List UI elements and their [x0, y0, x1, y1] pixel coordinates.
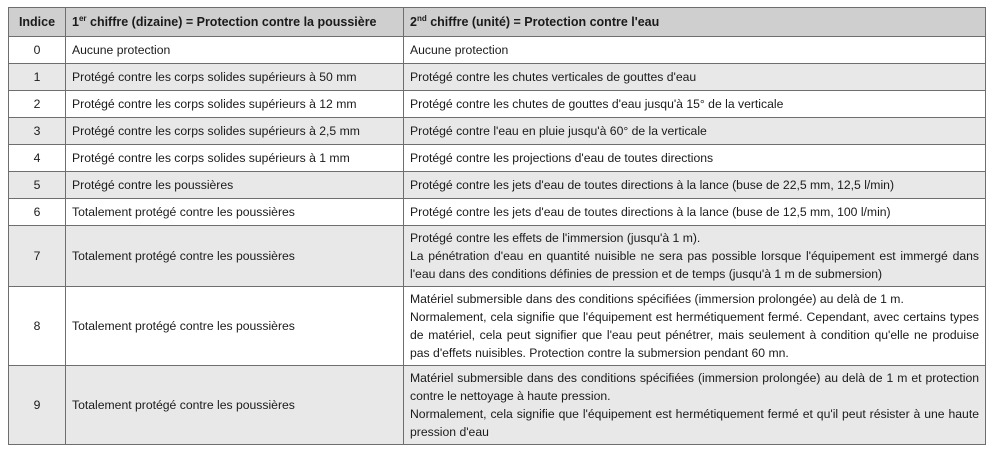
water-line: Protégé contre les chutes de gouttes d'eau jusqu'à 15° de la verticale: [410, 97, 784, 111]
header-index: Indice: [9, 8, 66, 37]
header-dust-column: [66, 8, 404, 37]
row-water-protection: [404, 145, 986, 172]
row-index: 2: [9, 91, 66, 118]
row-index: 8: [9, 287, 66, 366]
row-dust-protection: Protégé contre les corps solides supérieurs à 2,5 mm: [66, 118, 404, 145]
row-dust-protection: Protégé contre les poussières: [66, 172, 404, 199]
row-index: 7: [9, 226, 66, 287]
water-line: Protégé contre les projections d'eau de toutes directions: [410, 151, 714, 165]
water-line: Protégé contre les effets de l'immersion (jusqu'à 1 m).: [410, 231, 701, 245]
water-line: Protégé contre les chutes verticales de gouttes d'eau: [410, 70, 697, 84]
table-row: [9, 366, 986, 445]
row-dust-protection: Protégé contre les corps solides supérieurs à 1 mm: [66, 145, 404, 172]
row-water-protection: [404, 287, 986, 366]
water-line: Matériel submersible dans des conditions spécifiées (immersion prolongée) au delà de 1 m et protection contre le nettoyage à haute pression.: [410, 371, 979, 403]
water-line: La pénétration d'eau en quantité nuisible ne sera pas possible lorsque l'équipement est immergé dans l'eau dans des conditions définies de pression et de temps (jusqu'à 1 m de submersion): [410, 249, 979, 281]
table-row: [9, 287, 986, 366]
table-header-row: [9, 8, 986, 37]
row-index: 5: [9, 172, 66, 199]
header-dust-label: chiffre (dizaine) = Protection contre la poussière: [86, 15, 377, 29]
row-water-protection: [404, 366, 986, 445]
row-index: 9: [9, 366, 66, 445]
row-index: 3: [9, 118, 66, 145]
water-line: Matériel submersible dans des conditions spécifiées (immersion prolongée) au delà de 1 m.: [410, 292, 904, 306]
row-index: 1: [9, 64, 66, 91]
row-dust-protection: Protégé contre les corps solides supérieurs à 12 mm: [66, 91, 404, 118]
header-water-digit: 2: [410, 15, 417, 29]
row-water-protection: [404, 91, 986, 118]
row-dust-protection: Totalement protégé contre les poussières: [66, 287, 404, 366]
header-water-superscript: nd: [416, 14, 427, 23]
row-dust-protection: Protégé contre les corps solides supérieurs à 50 mm: [66, 64, 404, 91]
table-row: [9, 37, 986, 64]
row-index: 0: [9, 37, 66, 64]
row-dust-protection: Totalement protégé contre les poussières: [66, 199, 404, 226]
water-line: Normalement, cela signifie que l'équipement est hermétiquement fermé. Cependant, avec certains types de matériel, cela peut signifier que l'eau peut pénétrer, mais seulement à condition qu'elle ne produise pas d'effets nuisibles. Protection contre la submersion pendant 60 mn.: [410, 310, 979, 360]
table-row: [9, 199, 986, 226]
row-water-protection: [404, 172, 986, 199]
row-water-protection: [404, 226, 986, 287]
water-line: Normalement, cela signifie que l'équipement est hermétiquement fermé et qu'il peut résister à une haute pression d'eau: [410, 407, 979, 439]
table-row: [9, 91, 986, 118]
row-water-protection: [404, 64, 986, 91]
row-water-protection: [404, 37, 986, 64]
table-row: [9, 64, 986, 91]
row-index: 4: [9, 145, 66, 172]
row-water-protection: [404, 118, 986, 145]
table-row: [9, 172, 986, 199]
row-dust-protection: Totalement protégé contre les poussières: [66, 366, 404, 445]
header-water-column: [404, 8, 986, 37]
water-line: Protégé contre les jets d'eau de toutes directions à la lance (buse de 22,5 mm, 12,5 l/min): [410, 178, 895, 192]
header-dust-superscript: er: [78, 14, 87, 23]
table-row: [9, 226, 986, 287]
water-line: Protégé contre les jets d'eau de toutes directions à la lance (buse de 12,5 mm, 100 l/min): [410, 205, 891, 219]
ip-rating-table: [8, 7, 986, 445]
water-line: Aucune protection: [410, 43, 509, 57]
header-dust-digit: 1: [72, 15, 79, 29]
row-water-protection: [404, 199, 986, 226]
row-dust-protection: Aucune protection: [66, 37, 404, 64]
header-water-label: chiffre (unité) = Protection contre l'eau: [426, 15, 660, 29]
row-index: 6: [9, 199, 66, 226]
table-row: [9, 145, 986, 172]
water-line: Protégé contre l'eau en pluie jusqu'à 60° de la verticale: [410, 124, 707, 138]
row-dust-protection: Totalement protégé contre les poussières: [66, 226, 404, 287]
table-row: [9, 118, 986, 145]
